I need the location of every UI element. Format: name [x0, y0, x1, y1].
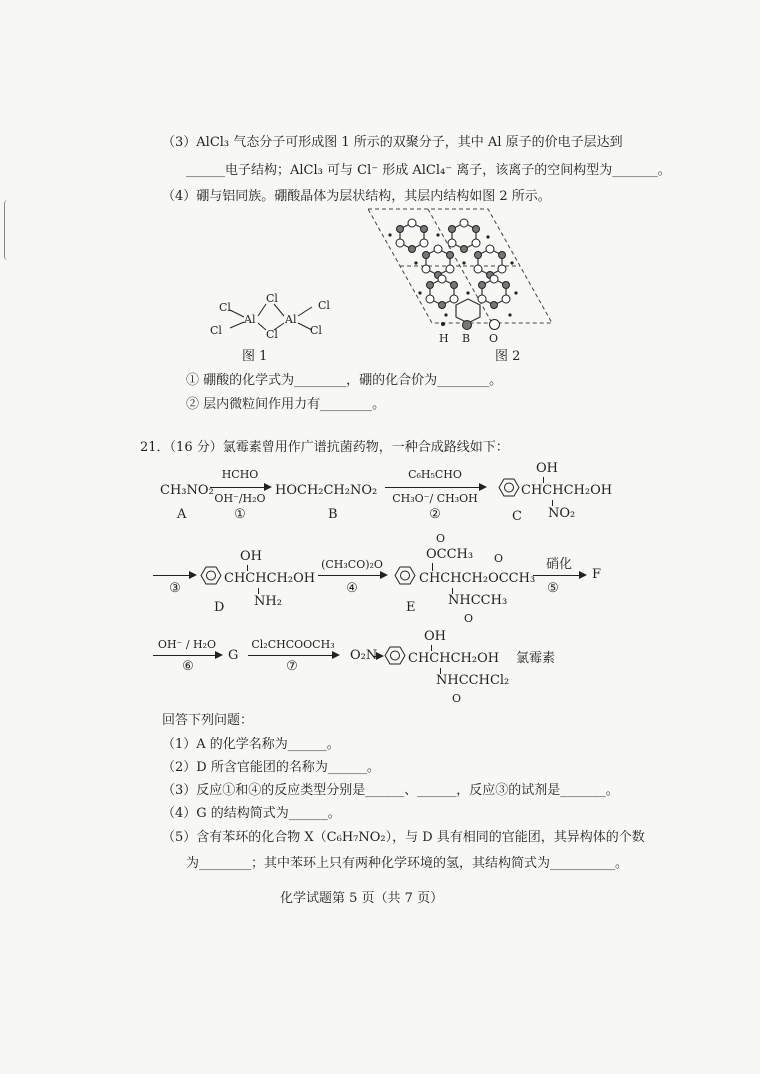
chloramphenicol-nitro-bond: [374, 656, 382, 657]
fig2-legend-h-dot: [441, 322, 445, 326]
q20-sub1: ① 硼酸的化学式为________，硼的化合价为________。: [186, 373, 503, 388]
q21-stem: 21．（16 分）氯霉素曾用作广谱抗菌药物，一种合成路线如下：: [140, 440, 509, 455]
arrow4-reagent-top: (CH₃CO)₂O: [321, 558, 383, 571]
compound-c-oh: OH: [536, 461, 558, 476]
benzene-ring-product: [384, 646, 406, 665]
figure-2-boric-acid-layer: [360, 205, 560, 330]
fig1-al-left: Al: [244, 313, 256, 326]
chloramphenicol-nitro: O₂N: [350, 648, 378, 663]
step5-number: ⑤: [547, 581, 559, 596]
benzene-ring-e: [394, 566, 416, 585]
step1-number: ①: [234, 507, 246, 522]
arrow-step5: [533, 575, 585, 576]
q20-p3-line1: （3）AlCl₃ 气态分子可形成图 1 所示的双聚分子，其中 Al 原子的价电子层达到: [162, 135, 623, 150]
q21-a5-line2: 为________；其中苯环上只有两种化学环境的氢，其结构简式为__________。: [186, 856, 629, 871]
step6-number: ⑥: [182, 659, 194, 674]
compound-b-label: B: [328, 507, 338, 522]
arrow-step6: [153, 655, 221, 656]
q20-p3-line2: ______电子结构；AlCl₃ 可与 Cl⁻ 形成 AlCl₄⁻ 离子，该离子的空间构型为_______。: [186, 163, 671, 178]
step4-number: ④: [346, 581, 358, 596]
fig1-cl-bridge-bottom: Cl: [266, 328, 278, 341]
fig1-cl-bridge-top: Cl: [266, 292, 278, 305]
fig1-al-right: Al: [285, 313, 297, 326]
fig1-cl-left-top: Cl: [219, 301, 231, 314]
fig2-caption: 图 2: [495, 349, 521, 364]
chloramphenicol-chain: CHCHCH₂OH: [408, 651, 500, 666]
arrow-step7: [248, 655, 338, 656]
q21-a3: （3）反应①和④的反应类型分别是______、______，反应③的试剂是_______。: [162, 783, 619, 798]
compound-e-label: E: [406, 600, 416, 615]
arrow-step4: [318, 575, 386, 576]
chloramphenicol-carbonyl-o: O: [452, 692, 462, 705]
arrow5-reagent-top: 硝化: [545, 557, 572, 572]
arrow2-reagent-bottom: CH₃O⁻/ CH₃OH: [392, 492, 478, 505]
q20-p4-line: （4）硼与铝同族。硼酸晶体为层状结构，其层内结构如图 2 所示。: [162, 189, 551, 204]
compound-e-carbonyl-o3: O: [464, 612, 474, 625]
page-footer: 化学试题第 5 页（共 7 页）: [280, 891, 444, 906]
compound-d-chain: CHCHCH₂OH: [224, 571, 316, 586]
compound-d-nh2: NH₂: [254, 594, 282, 609]
q21-a1: （1）A 的化学名称为______。: [162, 737, 340, 752]
fig1-cl-right-bottom: Cl: [310, 324, 322, 337]
fig2-legend-b-ball: [462, 320, 472, 330]
benzene-ring-c: [498, 478, 520, 497]
compound-a: CH₃NO₂: [160, 483, 214, 498]
compound-f: F: [592, 567, 602, 582]
compound-e-amide: NHCCH₃: [448, 593, 508, 608]
compound-c-label: C: [512, 509, 522, 524]
arrow6-reagent-top: OH⁻ / H₂O: [157, 638, 217, 651]
fig2-legend-h: H: [439, 332, 449, 345]
compound-d-oh: OH: [240, 549, 262, 564]
arrow1-reagent-bottom: OH⁻/H₂O: [214, 492, 266, 505]
compound-e-chain: CHCHCH₂OCCH₃: [419, 571, 536, 586]
chloramphenicol-name: 氯霉素: [516, 651, 556, 666]
step2-number: ②: [429, 507, 441, 522]
arrow-step3: [153, 575, 195, 576]
fig2-legend-o-ball: [489, 319, 500, 330]
fig1-cl-right-top: Cl: [318, 299, 330, 312]
boric-acid-lattice: [360, 205, 560, 330]
step3-number: ③: [169, 581, 181, 596]
benzene-ring-d: [200, 566, 222, 585]
compound-a-label: A: [177, 507, 187, 522]
arrow1-reagent-top: HCHO: [221, 468, 259, 481]
arrow2-reagent-top: C₆H₅CHO: [408, 468, 462, 481]
q21-a5-line1: （5）含有苯环的化合物 X（C₆H₇NO₂），与 D 具有相同的官能团，其异构体的个数: [162, 830, 645, 845]
compound-c-no2: NO₂: [548, 506, 576, 521]
compound-g: G: [228, 648, 239, 663]
chloramphenicol-oh: OH: [424, 629, 446, 644]
fig1-caption: 图 1: [242, 349, 268, 364]
margin-pencil-mark: [4, 200, 11, 260]
arrow-step1: [210, 487, 270, 488]
q21-a4: （4）G 的结构简式为______。: [162, 806, 341, 821]
compound-d-label: D: [214, 600, 225, 615]
q21-a2: （2）D 所含官能团的名称为______。: [162, 760, 380, 775]
compound-e-carbonyl-o1: O: [436, 532, 446, 545]
chloramphenicol-amide: NHCCHCl₂: [436, 673, 510, 688]
fig2-legend-b: B: [462, 332, 471, 345]
compound-b: HOCH₂CH₂NO₂: [275, 483, 378, 498]
q21-answer-intro: 回答下列问题：: [162, 713, 254, 728]
fig2-legend-o: O: [489, 332, 499, 345]
arrow-step2: [385, 487, 485, 488]
fig1-cl-left-bottom: Cl: [210, 324, 222, 337]
step7-number: ⑦: [286, 659, 298, 674]
compound-e-acetoxy: OCCH₃: [426, 547, 474, 562]
compound-e-carbonyl-o2: O: [494, 552, 504, 565]
q20-sub2: ② 层内微粒间作用力有________。: [186, 397, 386, 412]
arrow7-reagent-top: Cl₂CHCOOCH₃: [251, 638, 335, 651]
compound-c-chain: CHCHCH₂OH: [521, 483, 613, 498]
